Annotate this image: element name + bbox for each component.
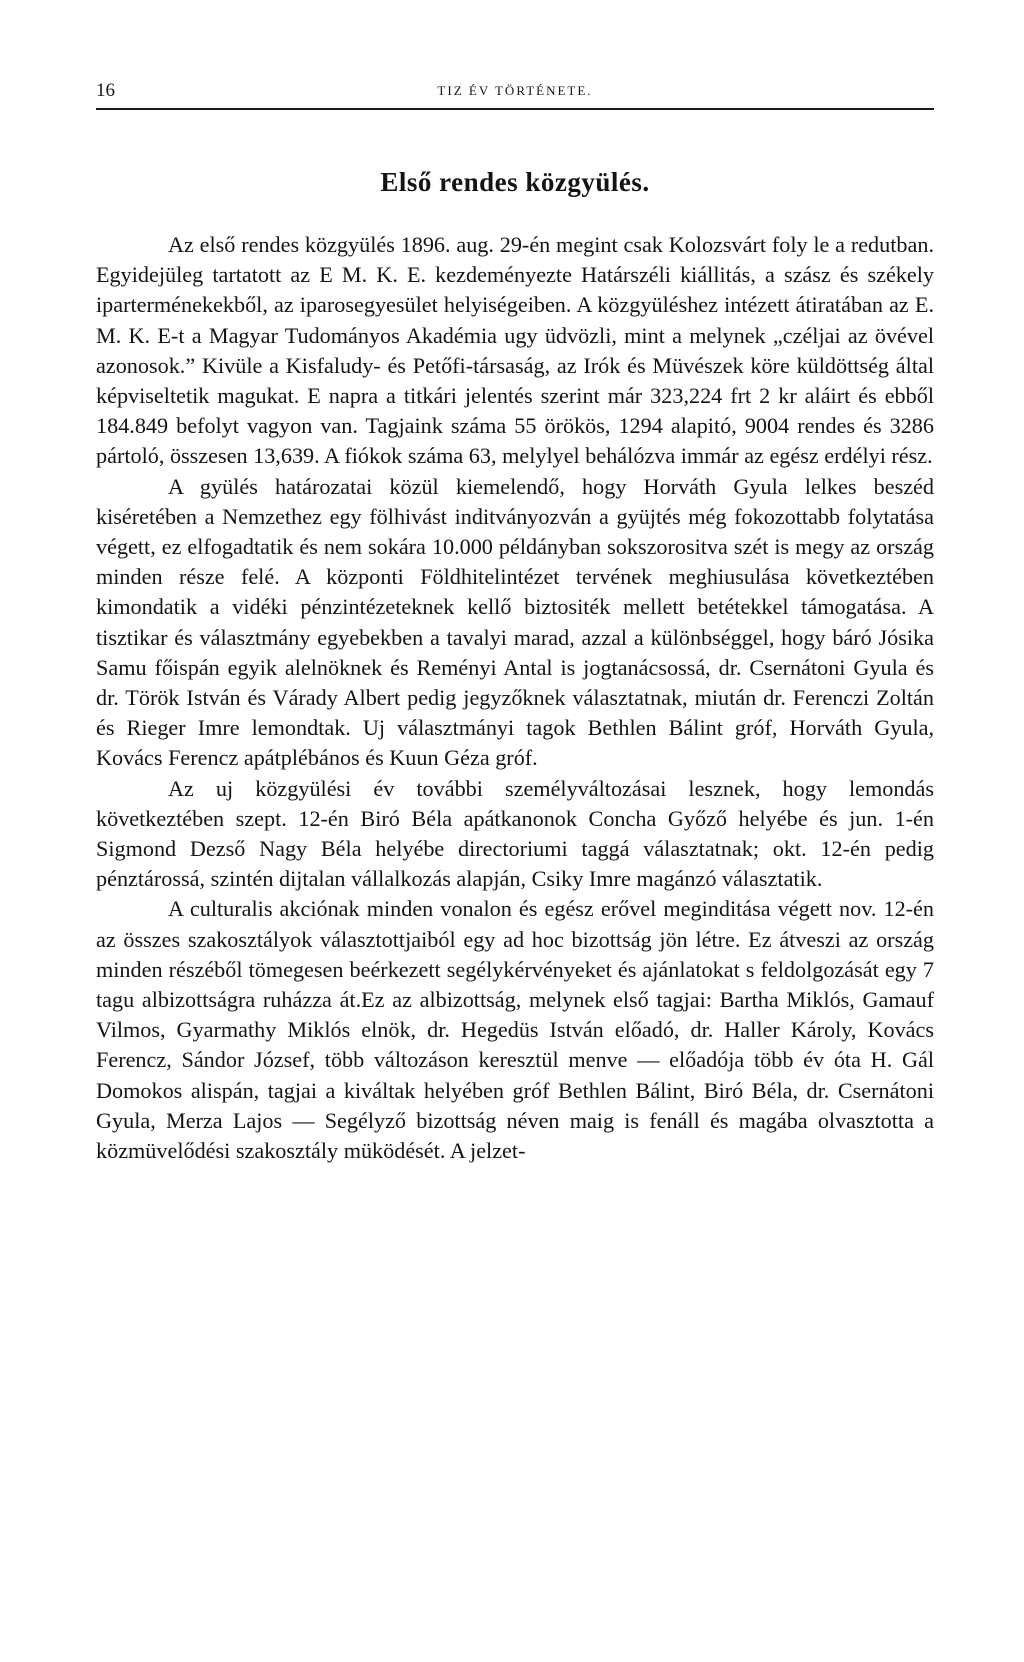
- page-number: 16: [96, 80, 115, 101]
- page: [96, 78, 934, 1166]
- body-text: [96, 230, 934, 1166]
- paragraph: Az első rendes közgyülés 1896. aug. 29-én megint csak Kolozsvárt foly le a redutban. Egyidejüleg tartatott az E M. K. E. kezdeményezte Határszéli kiállitás, a szász és székely iparterménekekből, az iparosegyesület helyiségeiben. A közgyüléshez intézett átiratában az E. M. K. E-t a Magyar Tudományos Akadémia ugy üdvözli, mint a melynek „czéljai az övével azonosok.” Kivüle a Kisfaludy- és Petőfi-társaság, az Irók és Müvészek köre küldöttség által képviseltetik magukat. E napra a titkári jelentés szerint már 323,224 frt 2 kr aláirt és ebből 184.849 befolyt vagyon van. Tagjaink száma 55 örökös, 1294 alapitó, 9004 rendes és 3286 pártoló, összesen 13,639. A fiókok száma 63, melylyel behálózva immár az egész erdélyi rész.: [96, 232, 934, 469]
- paragraph: A culturalis akciónak minden vonalon és egész erővel meginditása végett nov. 12-én az összes szakosztályok választottjaiból egy ad hoc bizottság jön létre. Ez átveszi az ország minden részéből tömegesen beérkezett segélykérvényeket és ajánlatokat s feldolgozását egy 7 tagu albizottságra ruházza át.Ez az albizottság, melynek első tagjai: Bartha Miklós, Gamauf Vilmos, Gyarmathy Miklós elnök, dr. Hegedüs István előadó, dr. Haller Károly, Kovács Ferencz, Sándor József, több változáson keresztül menve — előadója több év óta H. Gál Domokos alispán, tagjai a kiváltak helyében gróf Bethlen Bálint, Biró Béla, dr. Csernátoni Gyula, Merza Lajos — Segélyző bizottság néven maig is fenáll és magába olvasztotta a közmüvelődési szakosztály müködését. A jelzet-: [96, 896, 934, 1164]
- section-heading: Első rendes közgyülés.: [380, 167, 650, 197]
- paragraph: Az uj közgyülési év további személyváltozásai lesznek, hogy lemondás következtében szept. 12-én Biró Béla apátkanonok Concha Győző helyébe és jun. 1-én Sigmond Dezső Nagy Béla helyébe directoriumi taggá választatnak; okt. 12-én pedig pénztárossá, szintén dijtalan vállalkozás alapján, Csiky Imre magánzó választatik.: [96, 775, 934, 892]
- running-title: TIZ ÉV TÖRTÉNETE.: [437, 83, 593, 98]
- running-header: [96, 78, 934, 110]
- paragraph: A gyülés határozatai közül kiemelendő, hogy Horváth Gyula lelkes beszéd kiséretében a Nemzethez egy fölhivást inditványozván a gyüjtés még fokozottabb folytatása végett, ez elfogadtatik és nem sokára 10.000 példányban sokszorositva szét is megy az ország minden része felé. A központi Földhitelintézet tervének meghiusulása következtében kimondatik a vidéki pénzintézeteknek kellő biztositék mellett betétekkel támogatása. A tisztikar és választmány egyebekben a tavalyi marad, azzal a különbséggel, hogy báró Jósika Samu főispán egyik alelnöknek és Reményi Antal is jogtanácsossá, dr. Csernátoni Gyula és dr. Török István és Várady Albert pedig jegyzőknek választatnak, miután dr. Ferenczi Zoltán és Rieger Imre lemondtak. Uj választmányi tagok Bethlen Bálint gróf, Horváth Gyula, Kovács Ferencz apátplébános és Kuun Géza gróf.: [96, 473, 934, 771]
